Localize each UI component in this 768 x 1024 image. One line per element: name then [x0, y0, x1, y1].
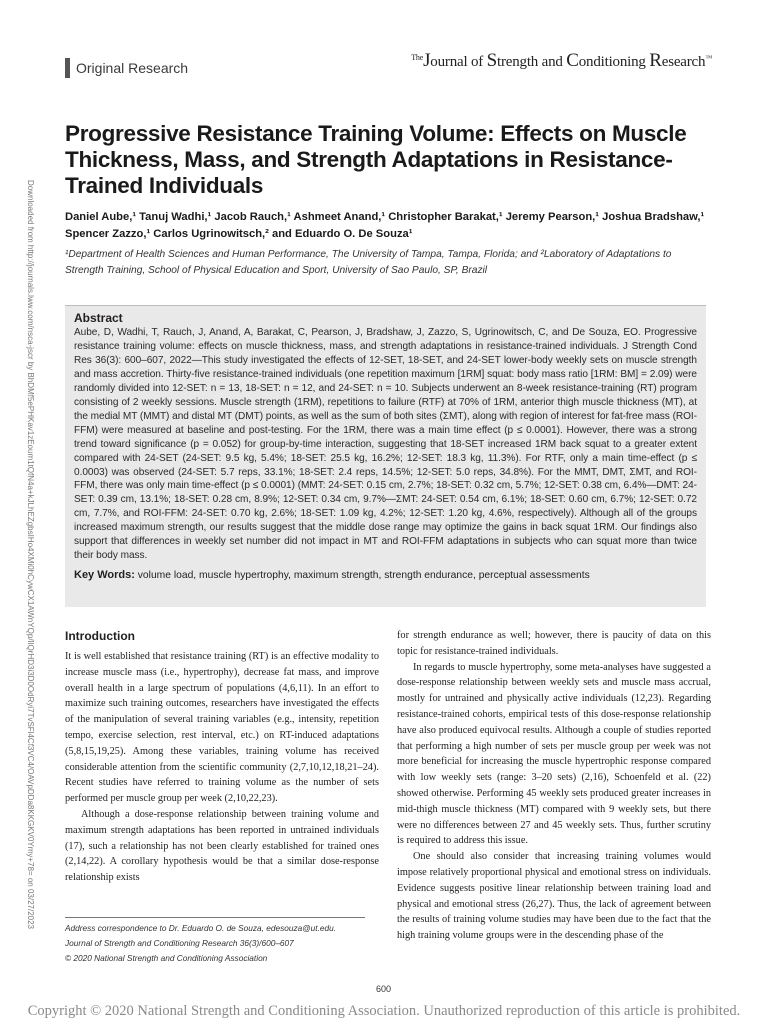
body-column-right	[397, 628, 711, 944]
affiliations: ¹Department of Health Sciences and Human Performance, The University of Tampa, Tampa, Florida; and ²Laboratory of Adaptations to Strength Training, School of Physical Education and Sport, University of Sao Paulo, SP, Brazil	[65, 249, 672, 276]
abstract-text: Aube, D, Wadhi, T, Rauch, J, Anand, A, Barakat, C, Pearson, J, Bradshaw, J, Zazzo, S, Ugrinowitsch, C, and De Souza, EO. Progressive resistance training volume: effects on muscle thickness, mass, and strength adaptations in resistance-trained individuals. J Strength Cond Res 36(3): 600–607, 2022—This study investigated the effects of 12-SET, 18-SET, and 24-SET lower-body weekly sets on muscle strength and mass accretion. Thirty-five resistance-trained individuals (one repetition maximum [1RM] squat: body mass ratio [1RM: BM] = 2.09) were randomly divided into 12-SET: n = 13, 18-SET: n = 12, and 24-SET: n = 10. Subjects underwent an 8-week resistance-training (RT) program consisting of 2 weekly sessions. Muscle strength (1RM), repetitions to failure (RTF) at 70% of 1RM, anterior thigh muscle thickness (MT), at the medial MT (MMT) and distal MT (DMT) points, as well as the sum of both sites (ΣMT), along with region of interest for fat-free mass (ROI-FFM) were measured at baseline and post-testing. For the 1RM, there was a main time effect (p ≤ 0.0001). However, there was a strong trend toward significance (p = 0.052) for group-by-time interaction, suggesting that 18-SET increased 1RM back squat to a greater extent compared with 24-SET (24-SET: 9.5 kg, 5.4%; 18-SET: 25.5 kg, 16.2%; 12-SET: 18.3 kg, 11.3%). For RTF, only a main time-effect (p ≤ 0.0003) was observed (24-SET: 5.7 reps, 33.1%; 18-SET: 2.4 reps, 14.5%; 12-SET: 5.0 reps, 34.8%). For the MMT, DMT, ΣMT, and ROI-FFM, there was only main time-effect (p ≤ 0.0001) (MMT: 24-SET: 0.15 cm, 2.7%; 18-SET: 0.32 cm, 5.7%; 12-SET: 0.38 cm, 6.4%—DMT: 24-SET: 0.39 cm, 13.1%; 18-SET: 0.28 cm, 8.9%; 12-SET: 0.34 cm, 9.7%—ΣMT: 24-SET: 0.54 cm, 6.1%; 18-SET: 0.60 cm, 6.7%; 12-SET: 0.72 cm, 7.7%, and ROI-FFM: 24-SET: 0.70 kg, 2.6%; 18-SET: 1.09 kg, 4.2%; 12-SET: 1.20 kg, 4.6%, respectively). Although all of the groups increased maximum strength, our results suggest that the middle dose range may optimize the gains in back squat 1RM. Our findings also support that differences in weekly set number did not impact in MT and ROI-FFM adaptations in subjects who can squat more than twice their body mass.	[74, 327, 697, 562]
citation-note: Journal of Strength and Conditioning Research 36(3)/600–607	[65, 938, 294, 948]
paragraph: One should also consider that increasing training volumes would impose relatively proportional physical and emotional stress on individuals. Evidence suggests positive linear relationship between training load and physical and emotional stress (26,27). Thus, the lack of agreement between the results of training volume studies may have been due to the fact that the high training volume groups were in the descending phase of the	[397, 851, 711, 942]
journal-logo: $^{The}$Journal of Strength and Conditioning Research™	[411, 50, 712, 71]
footnotes	[65, 921, 385, 966]
abstract-heading: Abstract	[74, 311, 123, 325]
abstract-box	[65, 305, 706, 607]
paragraph: Although a dose-response relationship between training volume and maximum strength adaptations has been reported in untrained individuals (17), such a relationship has not been clearly established for trained ones (2,14,22). A corollary hypothesis would be that a similar dose-response relationship exists	[65, 808, 379, 884]
author-list: Daniel Aube,¹ Tanuj Wadhi,¹ Jacob Rauch,¹ Ashmeet Anand,¹ Christopher Barakat,¹ Jeremy Pearson,¹ Joshua Bradshaw,¹ Spencer Zazzo,¹ Carlos Ugrinowitsch,² and Eduardo O. De Souza¹	[65, 211, 705, 240]
copyright-note: © 2020 National Strength and Conditioning Association	[65, 953, 268, 963]
keywords-label: Key Words:	[74, 569, 135, 582]
download-side-note: Downloaded from http://journals.lww.com/nsca-jscr by BhDMf5ePHKav1zEoum1tQfN4a+kJLhEZgbsIHo4XMi0hCywCX1AWnYQp/IlQrHD3i3D0OdRyi7TvSFl4Cf3VC4/OAVpDDa8KKGKV0Ymy+78= on 03/27/2023	[26, 180, 35, 929]
section-tag: Original Research	[65, 58, 188, 78]
keywords	[74, 568, 697, 583]
keywords-list: volume load, muscle hypertrophy, maximum strength, strength endurance, perceptual assessments	[134, 570, 590, 582]
paragraph: for strength endurance as well; however, there is paucity of data on this topic for resistance-trained individuals.	[397, 630, 711, 657]
copyright-banner: Copyright © 2020 National Strength and Conditioning Association. Unauthorized reproduction of this article is prohibited.	[27, 1003, 741, 1019]
article-title: Progressive Resistance Training Volume: Effects on Muscle Thickness, Mass, and Strength Adaptations in Resistance-Trained Individuals	[65, 121, 687, 198]
correspondence-note: Address correspondence to Dr. Eduardo O. de Souza, edesouza@ut.edu.	[65, 923, 337, 933]
paragraph: It is well established that resistance training (RT) is an effective modality to increase muscle mass (i.e., hypertrophy), decrease fat mass, and improve overall health in a large spectrum of populations (4,6,11). In an effort to maximize such training outcomes, researchers have investigated the effects of the manipulation of several training variables (e.g., intensity, repetition tempo, exercise selection, rest interval, etc.) on RT-induced adaptations (5,8,15,19,25). Among these variables, training volume has received considerable attention from the scientific community (2,7,10,12,18,21–24). Recent studies have referred to training volume as the number of sets performed per muscle group per week (2,10,22,23).	[65, 651, 379, 805]
body-column-left	[65, 628, 379, 886]
page-number: 600	[376, 984, 392, 994]
footnote-divider	[65, 917, 365, 918]
introduction-heading: Introduction	[65, 629, 135, 643]
paragraph: In regards to muscle hypertrophy, some meta-analyses have suggested a dose-response relationship between weekly sets and muscle mass accrual, mostly for untrained and physically active individuals (12,23). Regarding resistance-trained cohorts, empirical tests of this dose-response relationship have also produced equivocal results. Although a couple of studies reported that performing a high number of sets per muscle group per week was not more beneficial for increasing the muscle hypertrophic response compared with low weekly sets (range: 3–20 sets) (2,16), Schoenfeld et al. (22) showed otherwise. Performing 45 weekly sets produced greater increases in mid-thigh muscle thickness (MT) compared with 9 weekly sets, but there were no differences between 27 and 45 weekly sets. Thus, further scrutiny is required to address this issue.	[397, 661, 711, 847]
